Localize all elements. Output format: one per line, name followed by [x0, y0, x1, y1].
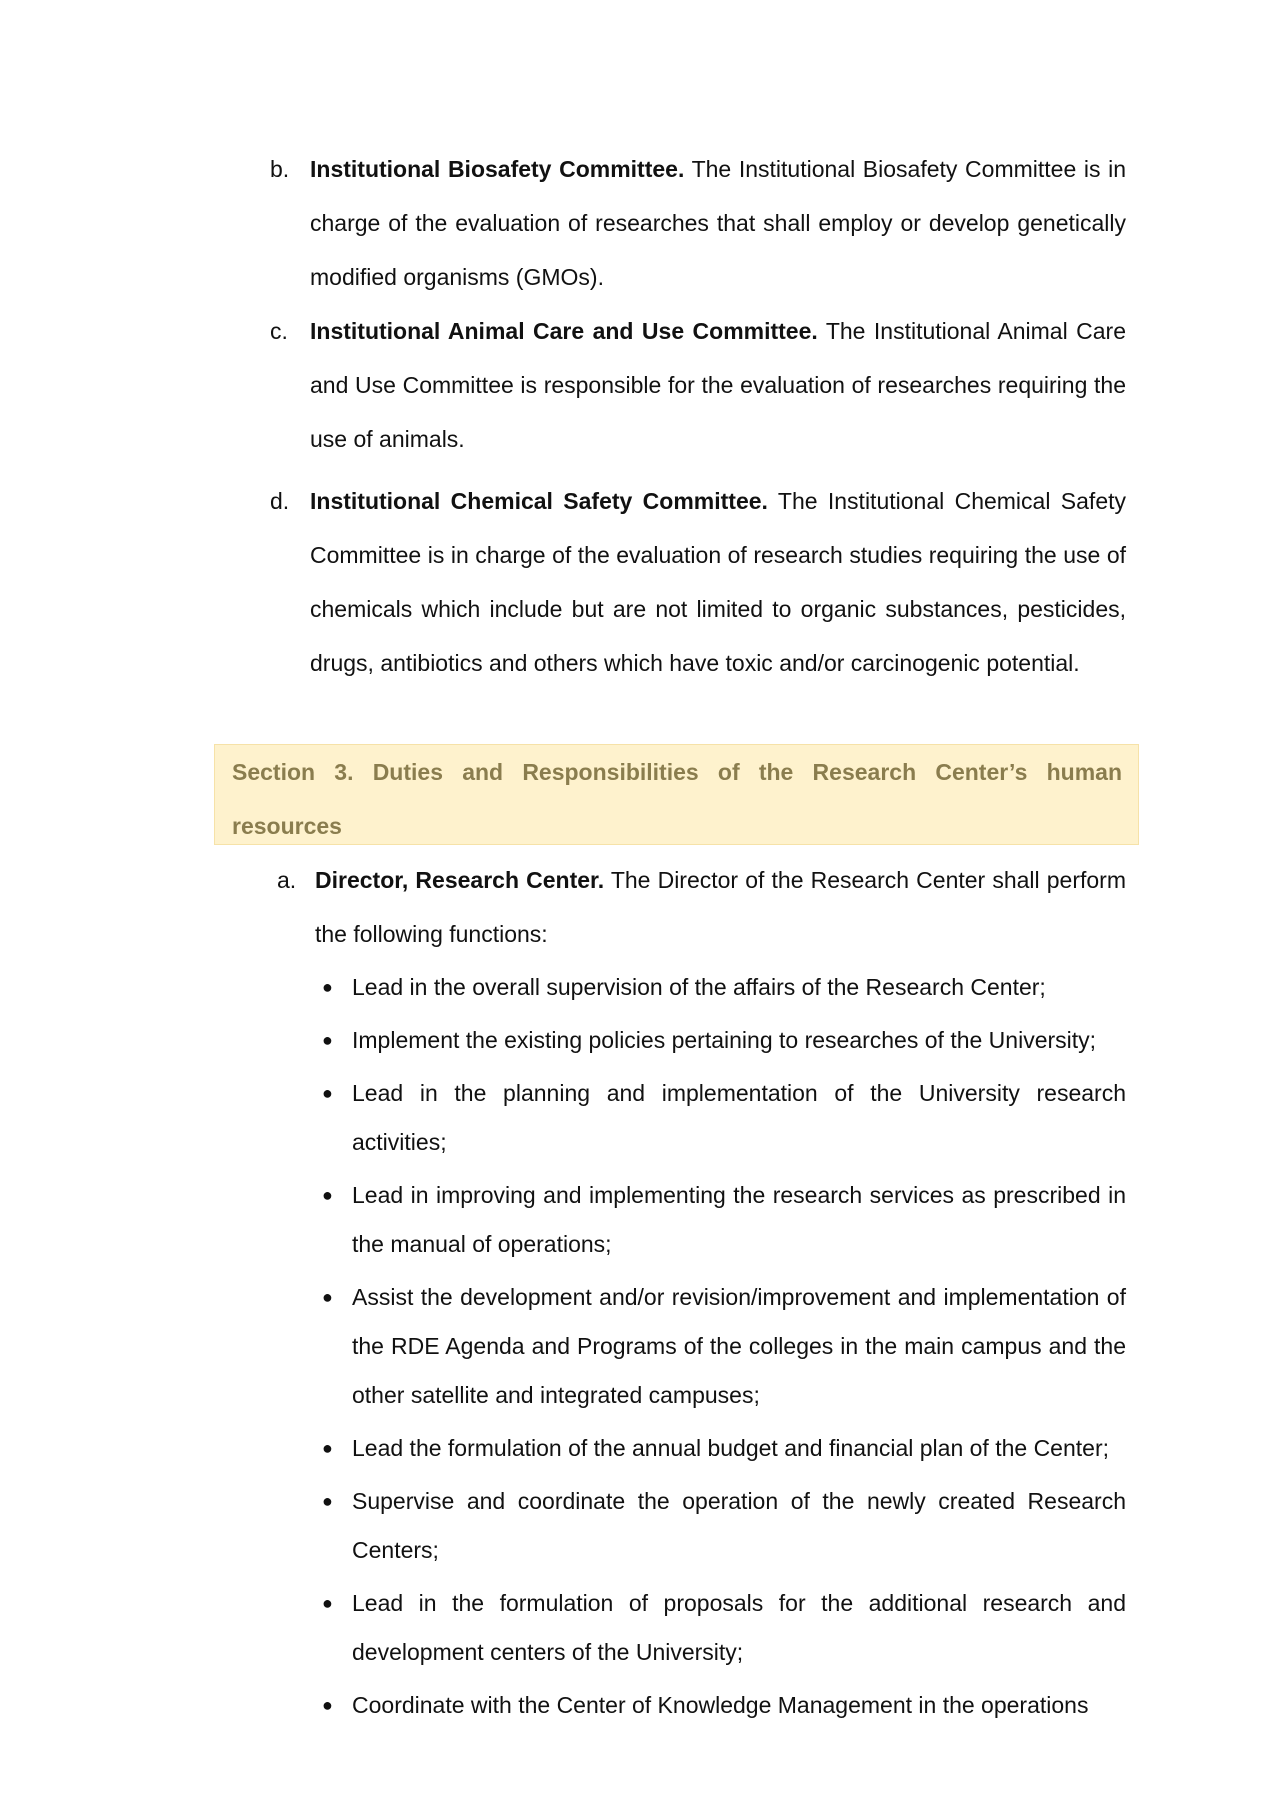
item-body: The Institutional Chemical Safety Committee is in charge of the evaluation of research studies requiring the use of chemicals which include but are not limited to organic substances, pesticides, drugs, antibiotics and others which have toxic and/or carcinogenic potential.	[310, 488, 1127, 676]
list-marker: c.	[270, 318, 288, 344]
bullet-icon: ●	[322, 1695, 333, 1715]
bullet-text: Coordinate with the Center of Knowledge Management in the operations	[352, 1692, 1089, 1718]
bullet-icon: ●	[322, 1438, 333, 1458]
bullet-icon: ●	[322, 1030, 333, 1050]
bullet-text: Implement the existing policies pertaining to researches of the University;	[352, 1027, 1097, 1053]
bullet-icon: ●	[322, 1083, 333, 1103]
bullet-text: Lead in the formulation of proposals for the additional research and development centers of the University;	[352, 1590, 1126, 1665]
bullet-text: Lead in improving and implementing the research services as prescribed in the manual of operations;	[352, 1182, 1126, 1257]
item-body: The Institutional Animal Care and Use Committee is responsible for the evaluation of researches requiring the use of animals.	[310, 318, 1126, 452]
list-item	[322, 1171, 1126, 1269]
bullet-text: Lead the formulation of the annual budget and financial plan of the Center;	[352, 1435, 1109, 1461]
bullet-text: Assist the development and/or revision/improvement and implementation of the RDE Agenda and Programs of the colleges in the main campus and the other satellite and integrated campuses;	[352, 1284, 1126, 1408]
list-item	[322, 1069, 1126, 1167]
section-heading: Section 3. Duties and Responsibilities of the Research Center’s human resources	[232, 759, 1122, 839]
bullet-icon: ●	[322, 1593, 333, 1613]
item-heading: Institutional Chemical Safety Committee.	[310, 488, 768, 514]
list-item-director	[277, 853, 1127, 961]
list-item-animal-care-committee	[270, 304, 1126, 466]
list-item-biosafety-committee	[270, 142, 1126, 304]
bullet-icon: ●	[322, 977, 333, 997]
bullet-icon: ●	[322, 1185, 333, 1205]
item-body: The Director of the Research Center shall perform the following functions:	[315, 867, 1127, 947]
list-item	[322, 963, 1126, 1012]
director-functions-list	[322, 963, 1126, 1734]
item-heading: Institutional Biosafety Committee.	[310, 156, 685, 182]
item-heading: Director, Research Center.	[315, 867, 605, 893]
bullet-text: Lead in the planning and implementation of the University research activities;	[352, 1080, 1126, 1155]
list-marker: d.	[270, 488, 290, 514]
list-item	[322, 1681, 1126, 1730]
bullet-text: Lead in the overall supervision of the affairs of the Research Center;	[352, 974, 1046, 1000]
list-item	[322, 1424, 1126, 1473]
bullet-icon: ●	[322, 1287, 333, 1307]
list-marker: b.	[270, 156, 290, 182]
bullet-text: Supervise and coordinate the operation of the newly created Research Centers;	[352, 1488, 1126, 1563]
list-item	[322, 1273, 1126, 1420]
list-item	[322, 1477, 1126, 1575]
bullet-icon: ●	[322, 1491, 333, 1511]
item-body: The Institutional Biosafety Committee is in charge of the evaluation of researches that shall employ or develop genetically modified organisms (GMOs).	[310, 156, 1126, 290]
item-heading: Institutional Animal Care and Use Committee.	[310, 318, 818, 344]
list-item	[322, 1579, 1126, 1677]
list-marker: a.	[277, 867, 297, 893]
list-item	[322, 1016, 1126, 1065]
list-item-chemical-safety-committee	[270, 474, 1127, 690]
